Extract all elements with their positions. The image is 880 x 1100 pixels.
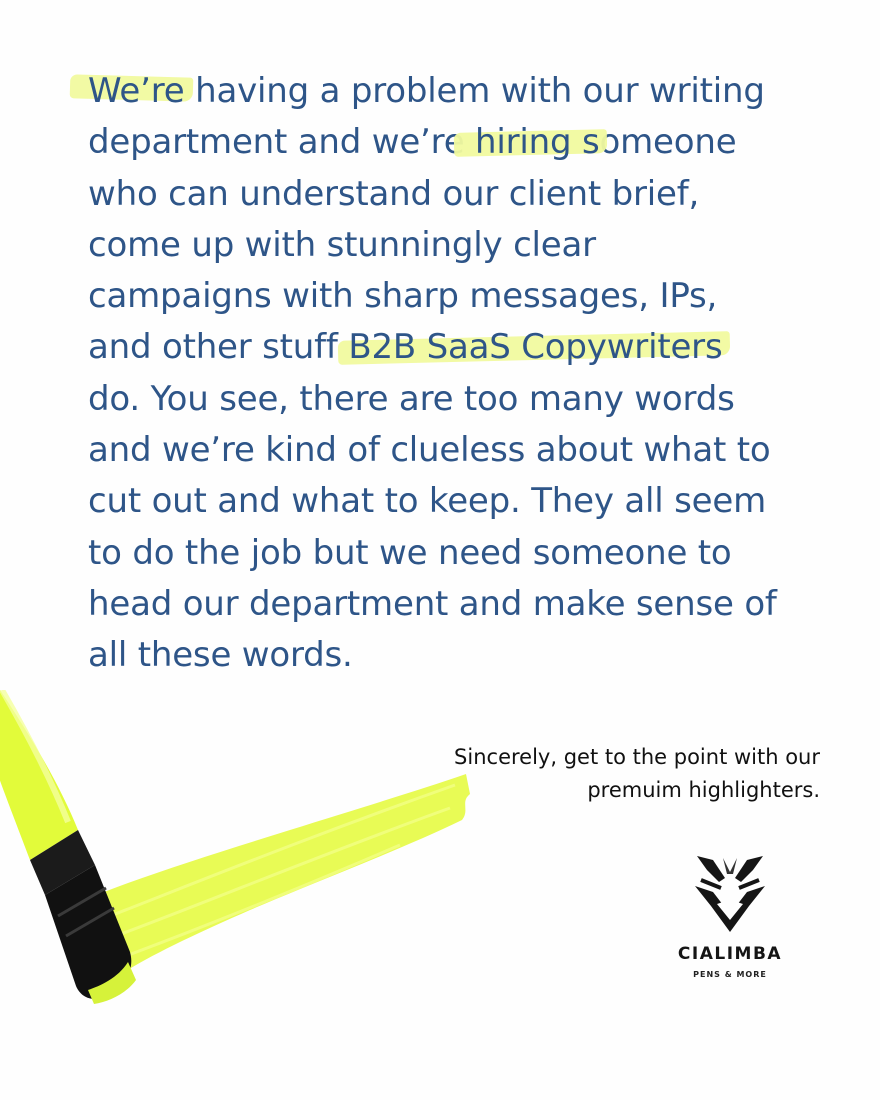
cialimba-logo-icon [691,852,769,938]
message-line: to do the job but we need someone to [88,532,732,573]
message-line: campaigns with sharp messages, IPs, [88,276,718,317]
message-line: head our department and make sense of [88,583,777,624]
message-line: We’re having a problem with our writing [88,71,765,111]
signoff-line: Sincerely, get to the point with our [454,745,820,769]
highlighted-phrase: We’re [88,71,185,111]
message-line: and we’re kind of clueless about what to [88,430,771,471]
highlighted-phrase: hiring s [464,122,600,163]
message-line: cut out and what to keep. They all seem [88,481,766,522]
brand-name: CIALIMBA [677,944,783,964]
message-line: all these words. [88,635,353,676]
message-paragraph [88,66,848,682]
message-line: department and we’re hiring someone [88,122,737,163]
marker-body [0,690,78,860]
brand-tagline: PENS & MORE [693,970,767,979]
signoff-text [400,741,820,807]
highlighted-phrase: B2B SaaS Copywriters [348,327,723,368]
message-line: do. You see, there are too many words [88,378,735,419]
message-line: come up with stunningly clear [88,224,596,265]
brand-block [660,852,800,979]
signoff-line: premuim highlighters. [587,778,820,802]
message-line: who can understand our client brief, [88,173,700,214]
message-line: and other stuff B2B SaaS Copywriters [88,327,723,368]
